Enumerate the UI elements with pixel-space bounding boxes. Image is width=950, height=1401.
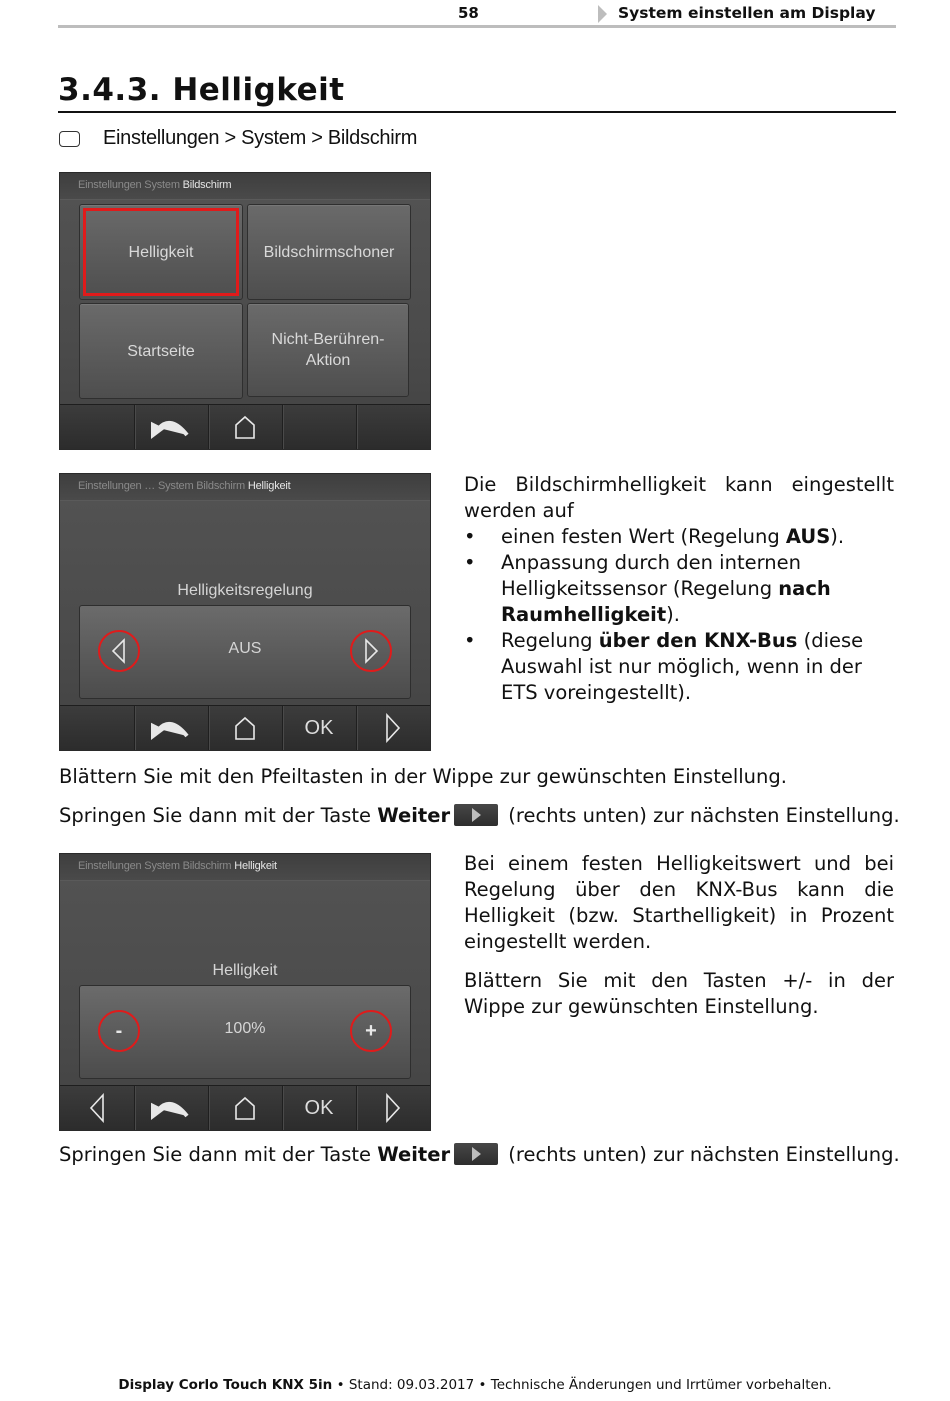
section-title: 3.4.3. Helligkeit bbox=[58, 72, 345, 108]
page-footer bbox=[0, 1377, 950, 1393]
plus-button[interactable] bbox=[350, 1010, 392, 1052]
weiter-label: Weiter bbox=[377, 804, 451, 827]
header-rule bbox=[58, 25, 896, 28]
next-instruction-2 bbox=[59, 1142, 909, 1168]
footer-product: Display Corlo Touch KNX 5in bbox=[118, 1377, 333, 1393]
bullet-bold: AUS bbox=[785, 525, 831, 548]
bullet-text: (diese Auswahl ist nur möglich, wenn in der ETS voreingestellt). bbox=[501, 629, 864, 704]
setting-value: 100% bbox=[224, 1020, 266, 1037]
breadcrumb-path: Einstellungen System Bildschirm bbox=[78, 860, 235, 872]
back-arrow-icon bbox=[149, 716, 193, 740]
nav-empty-far-right bbox=[356, 405, 430, 449]
section-rule bbox=[58, 111, 896, 113]
menu-path: Einstellungen > System > Bildschirm bbox=[103, 127, 418, 149]
forward-icon bbox=[384, 713, 402, 743]
home-button[interactable] bbox=[208, 706, 283, 750]
nav-bar bbox=[60, 1085, 430, 1130]
back-arrow-icon bbox=[149, 415, 193, 439]
bullet-text: ). bbox=[830, 525, 845, 548]
bullet-text: Anpassung durch den internen Helligkeitssensor (Regelung bbox=[501, 551, 801, 600]
setting-value: AUS bbox=[228, 640, 262, 657]
minus-icon: - bbox=[115, 1019, 123, 1042]
breadcrumb-current: Helligkeit bbox=[234, 860, 277, 872]
bullet-text: einen festen Wert (Regelung bbox=[501, 525, 786, 548]
next-arrow-button[interactable] bbox=[350, 630, 392, 672]
tile-label: Startseite bbox=[127, 342, 195, 360]
list-item bbox=[464, 628, 864, 706]
nav-empty-left bbox=[60, 706, 135, 750]
home-icon bbox=[233, 1096, 257, 1120]
breadcrumb-current: Helligkeit bbox=[247, 480, 291, 492]
backward-icon bbox=[88, 1093, 106, 1123]
nav-empty-left bbox=[60, 405, 135, 449]
breadcrumb-path: Einstellungen System bbox=[78, 179, 183, 191]
bullet-bold: nach Raumhelligkeit bbox=[501, 577, 831, 626]
forward-icon bbox=[384, 1093, 402, 1123]
nav-bar bbox=[60, 705, 430, 750]
chapter-title: System einstellen am Display bbox=[618, 4, 876, 22]
chevron-right-icon bbox=[362, 638, 380, 664]
tile-nicht-beruehren-aktion[interactable] bbox=[247, 303, 409, 397]
ok-label: OK bbox=[304, 716, 334, 739]
weiter-button-icon bbox=[454, 1143, 498, 1165]
breadcrumb bbox=[78, 480, 291, 492]
rocker-strip bbox=[79, 985, 411, 1079]
instruction-text: (rechts unten) zur nächsten Einstellung. bbox=[502, 1143, 900, 1166]
instruction-text: Springen Sie dann mit der Taste bbox=[59, 1143, 378, 1166]
instruction-text: Springen Sie dann mit der Taste bbox=[59, 804, 378, 827]
forward-button[interactable] bbox=[356, 706, 430, 750]
bullet-text: ). bbox=[666, 603, 680, 626]
backward-button[interactable] bbox=[60, 1086, 135, 1130]
breadcrumb-current: Bildschirm bbox=[182, 179, 232, 191]
home-button[interactable] bbox=[208, 1086, 283, 1130]
scroll-plusminus-text: Blättern Sie mit den Tasten +/- in der Wippe zur gewünschten Einstellung. bbox=[464, 969, 894, 1018]
plus-icon: + bbox=[365, 1019, 377, 1042]
screen-helligkeitsregelung bbox=[59, 473, 431, 751]
tile-bildschirmschoner[interactable] bbox=[247, 204, 411, 300]
list-item bbox=[464, 550, 864, 628]
option-list bbox=[464, 524, 864, 706]
page-number: 58 bbox=[458, 4, 479, 22]
footer-notice: • Stand: 09.03.2017 • Technische Änderungen und Irrtümer vorbehalten. bbox=[332, 1377, 832, 1393]
back-button[interactable] bbox=[134, 405, 209, 449]
chapter-arrow-icon bbox=[598, 5, 607, 23]
list-item bbox=[464, 524, 864, 550]
rocker-strip bbox=[79, 605, 411, 699]
next-instruction bbox=[59, 803, 909, 829]
menu-path-icon bbox=[59, 131, 80, 147]
breadcrumb-path: Einstellungen … System Bildschirm bbox=[78, 480, 248, 492]
scroll-instruction: Blättern Sie mit den Pfeiltasten in der Wippe zur gewünschten Einstellung. bbox=[59, 765, 787, 788]
home-icon bbox=[233, 716, 257, 740]
bullet-text: Regelung bbox=[501, 629, 599, 652]
fixed-value-text: Bei einem festen Helligkeitswert und bei Regelung über den KNX-Bus kann die Helligkeit (bzw. Starthelligkeit) in Prozent eingestellt werden. bbox=[464, 852, 894, 953]
tile-label: Bildschirmschoner bbox=[263, 243, 395, 261]
screen-bildschirm bbox=[59, 172, 431, 450]
ok-label: OK bbox=[304, 1096, 334, 1119]
setting-label: Helligkeitsregelung bbox=[177, 582, 313, 599]
tile-startseite[interactable] bbox=[79, 303, 243, 399]
weiter-label: Weiter bbox=[377, 1143, 451, 1166]
instruction-text: (rechts unten) zur nächsten Einstellung. bbox=[502, 804, 900, 827]
home-button[interactable] bbox=[208, 405, 283, 449]
nav-bar bbox=[60, 404, 430, 449]
screen-helligkeit bbox=[59, 853, 431, 1131]
breadcrumb bbox=[78, 179, 231, 191]
tile-label: Helligkeit bbox=[128, 243, 194, 261]
back-button[interactable] bbox=[134, 706, 209, 750]
ok-button[interactable] bbox=[282, 706, 357, 750]
tile-label: Nicht-Berühren-Aktion bbox=[271, 331, 385, 369]
intro-text: Die Bildschirmhelligkeit kann eingestellt werden auf bbox=[464, 473, 894, 522]
back-arrow-icon bbox=[149, 1096, 193, 1120]
ok-button[interactable] bbox=[282, 1086, 357, 1130]
forward-button[interactable] bbox=[356, 1086, 430, 1130]
tile-helligkeit[interactable] bbox=[79, 204, 243, 300]
nav-empty-right bbox=[282, 405, 357, 449]
weiter-button-icon bbox=[454, 804, 498, 826]
back-button[interactable] bbox=[134, 1086, 209, 1130]
home-icon bbox=[233, 415, 257, 439]
setting-label: Helligkeit bbox=[212, 962, 278, 979]
bullet-bold: über den KNX-Bus bbox=[598, 629, 798, 652]
breadcrumb bbox=[78, 860, 277, 872]
